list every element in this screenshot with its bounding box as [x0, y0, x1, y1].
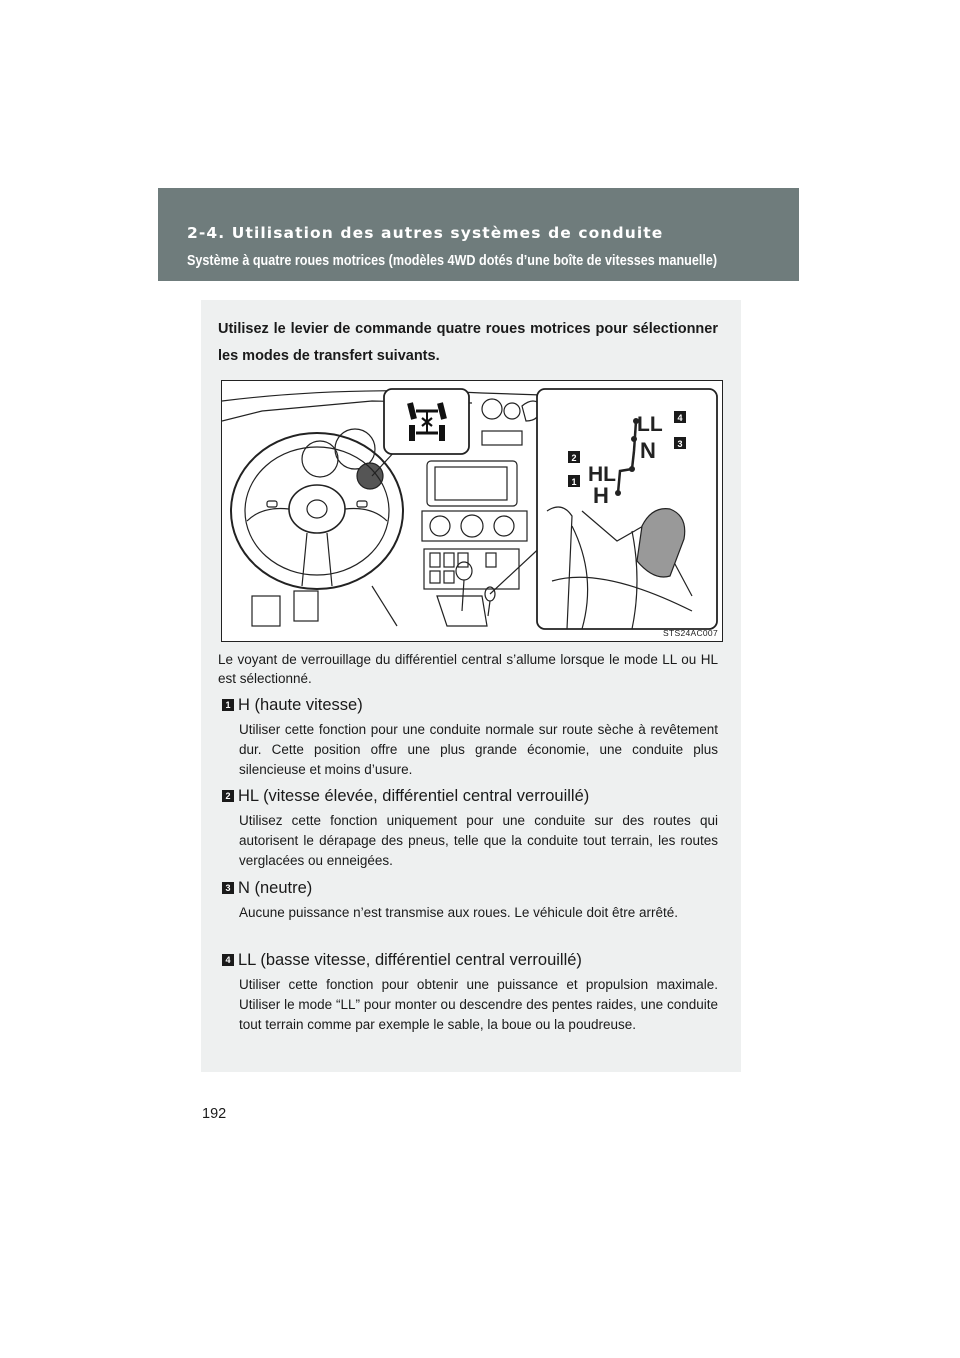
intro-text: Utilisez le levier de commande quatre roues motrices pour sélectionner les modes de transfert suivants. [218, 321, 718, 364]
item-title: H (haute vitesse) [238, 695, 363, 714]
item-number: 4 [222, 954, 234, 966]
item-description: Utiliser cette fonction pour une conduite normale sur route sèche à revêtement dur. Cette position offre une plus grande économie, une conduite plus silencieuse et moins d’usure. [239, 722, 718, 777]
section-header [158, 188, 799, 281]
shift-label-hl: HL [588, 463, 616, 486]
item-number: 1 [222, 699, 234, 711]
knob-2 [461, 515, 483, 537]
gauge-left [302, 441, 338, 477]
shift-label-ll: LL [637, 413, 663, 436]
note-text: Le voyant de verrouillage du différentiel central s’allume lorsque le mode LL ou HL est sélectionné. [218, 652, 718, 686]
item-title: N (neutre) [238, 878, 313, 897]
item-number: 2 [222, 790, 234, 802]
section-title: 2-4. Utilisation des autres systèmes de conduite [187, 224, 664, 242]
item-description: Utilisez cette fonction uniquement pour une conduite sur des routes qui autorisent le dérapage des pneus, telle que la conduite tout terrain, les routes verglacées ou enneigées. [239, 813, 718, 868]
dashboard-drawing [222, 381, 722, 641]
mode-item-n [222, 878, 722, 923]
dashboard-illustration [221, 380, 723, 642]
mode-item-ll [222, 950, 722, 1035]
main-shifter-knob [456, 562, 472, 580]
knob-1 [430, 516, 450, 536]
mode-item-hl [222, 786, 722, 871]
steering-hub [289, 485, 345, 533]
item-number: 3 [222, 882, 234, 894]
section-subtitle: Système à quatre roues motrices (modèles 4WD dotés d’une boîte de vitesses manuelle) [187, 252, 718, 269]
item-title: LL (basse vitesse, différentiel central verrouillé) [238, 950, 582, 969]
figure-label: STS24AC007 [663, 628, 718, 638]
shift-label-h: H [593, 483, 609, 508]
knob-3 [494, 516, 514, 536]
callout-3: 3 [677, 439, 683, 449]
mode-item-h [222, 695, 722, 780]
content-panel [201, 300, 741, 1072]
item-description: Utiliser cette fonction pour obtenir une puissance et propulsion maximale. Utiliser le mode “LL” pour monter ou descendre des pentes raides, une conduite tout terrain comme par exemple le sable, la boue ou la poudreuse. [239, 977, 718, 1032]
steering-wheel [231, 433, 403, 589]
callout-2: 2 [571, 453, 577, 463]
shift-label-n: N [640, 438, 656, 463]
item-title: HL (vitesse élevée, différentiel central verrouillé) [238, 786, 590, 805]
item-description: Aucune puissance n’est transmise aux roues. Le véhicule doit être arrêté. [239, 905, 678, 920]
callout-1: 1 [571, 477, 577, 487]
page-number: 192 [202, 1106, 227, 1122]
center-display [427, 461, 517, 506]
callout-4: 4 [677, 413, 683, 423]
